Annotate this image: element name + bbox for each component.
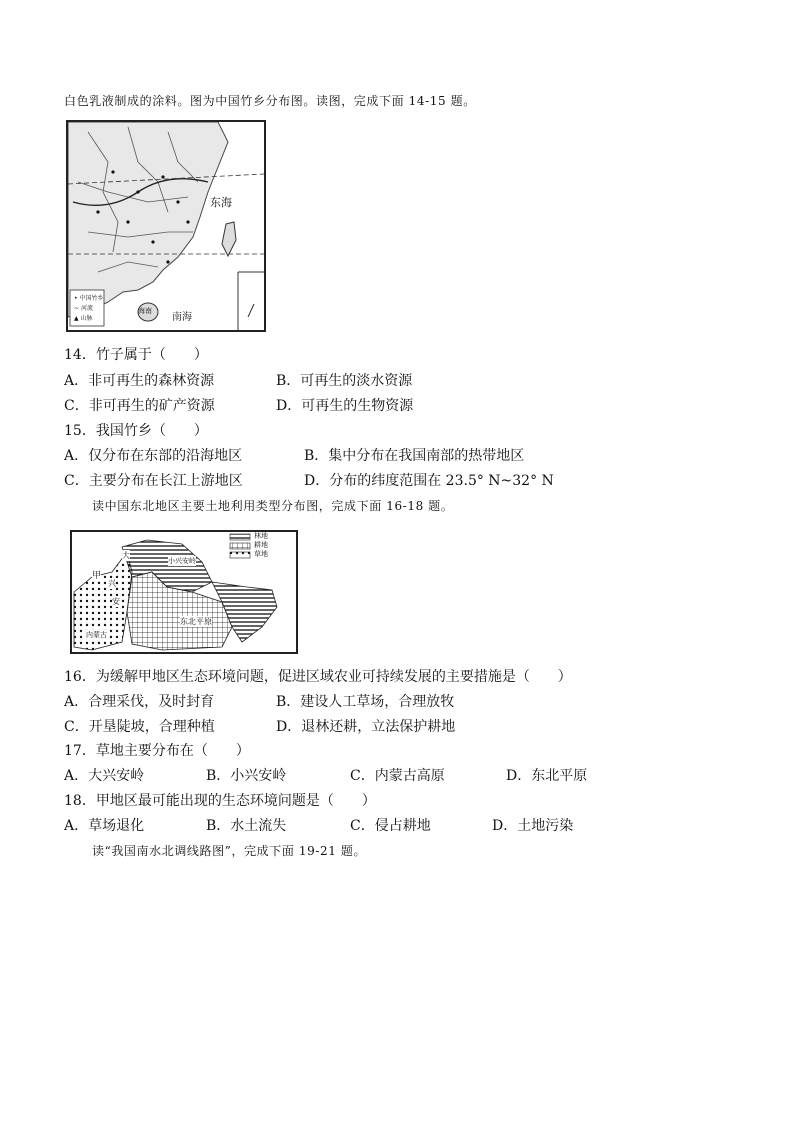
q17-option-d[interactable]: D．东北平原	[506, 768, 588, 784]
east-sea-label: 东海	[210, 196, 232, 209]
intro-text-3: 读“我国南水北调线路图”，完成下面 19-21 题。	[92, 844, 367, 858]
q15-option-a[interactable]: A．仅分布在东部的沿海地区	[64, 448, 243, 464]
q18-option-d[interactable]: D．土地污染	[492, 818, 574, 834]
q16-option-b[interactable]: B．建设人工草场，合理放牧	[276, 694, 455, 710]
legend-grassland: 草地	[254, 550, 268, 558]
q14-option-d[interactable]: D．可再生的生物资源	[276, 398, 414, 414]
label-da: 大	[122, 551, 130, 560]
northeast-landuse-map	[70, 530, 298, 654]
q15-stem: 15．我国竹乡（ ）	[64, 423, 208, 439]
q18-option-a[interactable]: A．草场退化	[64, 818, 145, 834]
intro-text-2: 读中国东北地区主要土地利用类型分布图，完成下面 16-18 题。	[92, 499, 454, 513]
river-icon: ~	[74, 305, 80, 312]
label-an: 安	[112, 597, 120, 606]
south-sea-label: 南海	[172, 312, 192, 323]
map1-legend	[74, 294, 103, 324]
q15-option-d[interactable]: D．分布的纬度范围在 23.5° N~32° N	[304, 473, 554, 489]
q14-option-b[interactable]: B．可再生的淡水资源	[276, 373, 413, 389]
q17-option-b[interactable]: B．小兴安岭	[206, 768, 287, 784]
label-dongbei-plain: 东北平原	[180, 617, 212, 626]
bamboo-distribution-map	[66, 120, 266, 332]
q17-option-c[interactable]: C．内蒙古高原	[350, 768, 445, 784]
q14-option-c[interactable]: C．非可再生的矿产资源	[64, 398, 215, 414]
legend-river: ~ 河流	[74, 305, 93, 312]
q16-stem: 16．为缓解甲地区生态环境问题，促进区域农业可持续发展的主要措施是（ ）	[64, 669, 572, 685]
legend-forest: 林地	[254, 532, 268, 540]
label-xing: 兴	[108, 579, 116, 588]
q18-option-c[interactable]: C．侵占耕地	[350, 818, 431, 834]
q16-option-a[interactable]: A．合理采伐，及时封育	[64, 694, 215, 710]
map2-legend	[254, 532, 268, 559]
q16-option-d[interactable]: D．退林还耕，立法保护耕地	[276, 719, 456, 735]
q15-option-c[interactable]: C．主要分布在长江上游地区	[64, 473, 243, 489]
q15-option-b[interactable]: B．集中分布在我国南部的热带地区	[304, 448, 525, 464]
mountain-icon: ▲	[74, 315, 79, 322]
label-jia: 甲	[92, 568, 101, 581]
legend-bamboo: • 中国竹乡	[74, 295, 104, 302]
legend-farmland: 耕地	[254, 541, 268, 549]
q17-stem: 17．草地主要分布在（ ）	[64, 743, 250, 759]
legend-mountain: ▲ 山脉	[74, 315, 93, 322]
q18-stem: 18．甲地区最可能出现的生态环境问题是（ ）	[64, 793, 376, 809]
label-neimenggu: 内蒙古	[86, 631, 107, 639]
q17-option-a[interactable]: A．大兴安岭	[64, 768, 145, 784]
q14-stem: 14．竹子属于（ ）	[64, 347, 208, 363]
q16-option-c[interactable]: C．开垦陡坡，合理种植	[64, 719, 215, 735]
q18-option-b[interactable]: B．水土流失	[206, 818, 287, 834]
label-xiaoxinganling: 小兴安岭	[168, 557, 196, 565]
hainan-label: 海南	[138, 307, 152, 315]
q14-option-a[interactable]: A．非可再生的森林资源	[64, 373, 215, 389]
intro-text-1: 白色乳液制成的涂料。图为中国竹乡分布图。读图，完成下面 14-15 题。	[64, 94, 476, 108]
dot-icon: •	[74, 295, 78, 302]
